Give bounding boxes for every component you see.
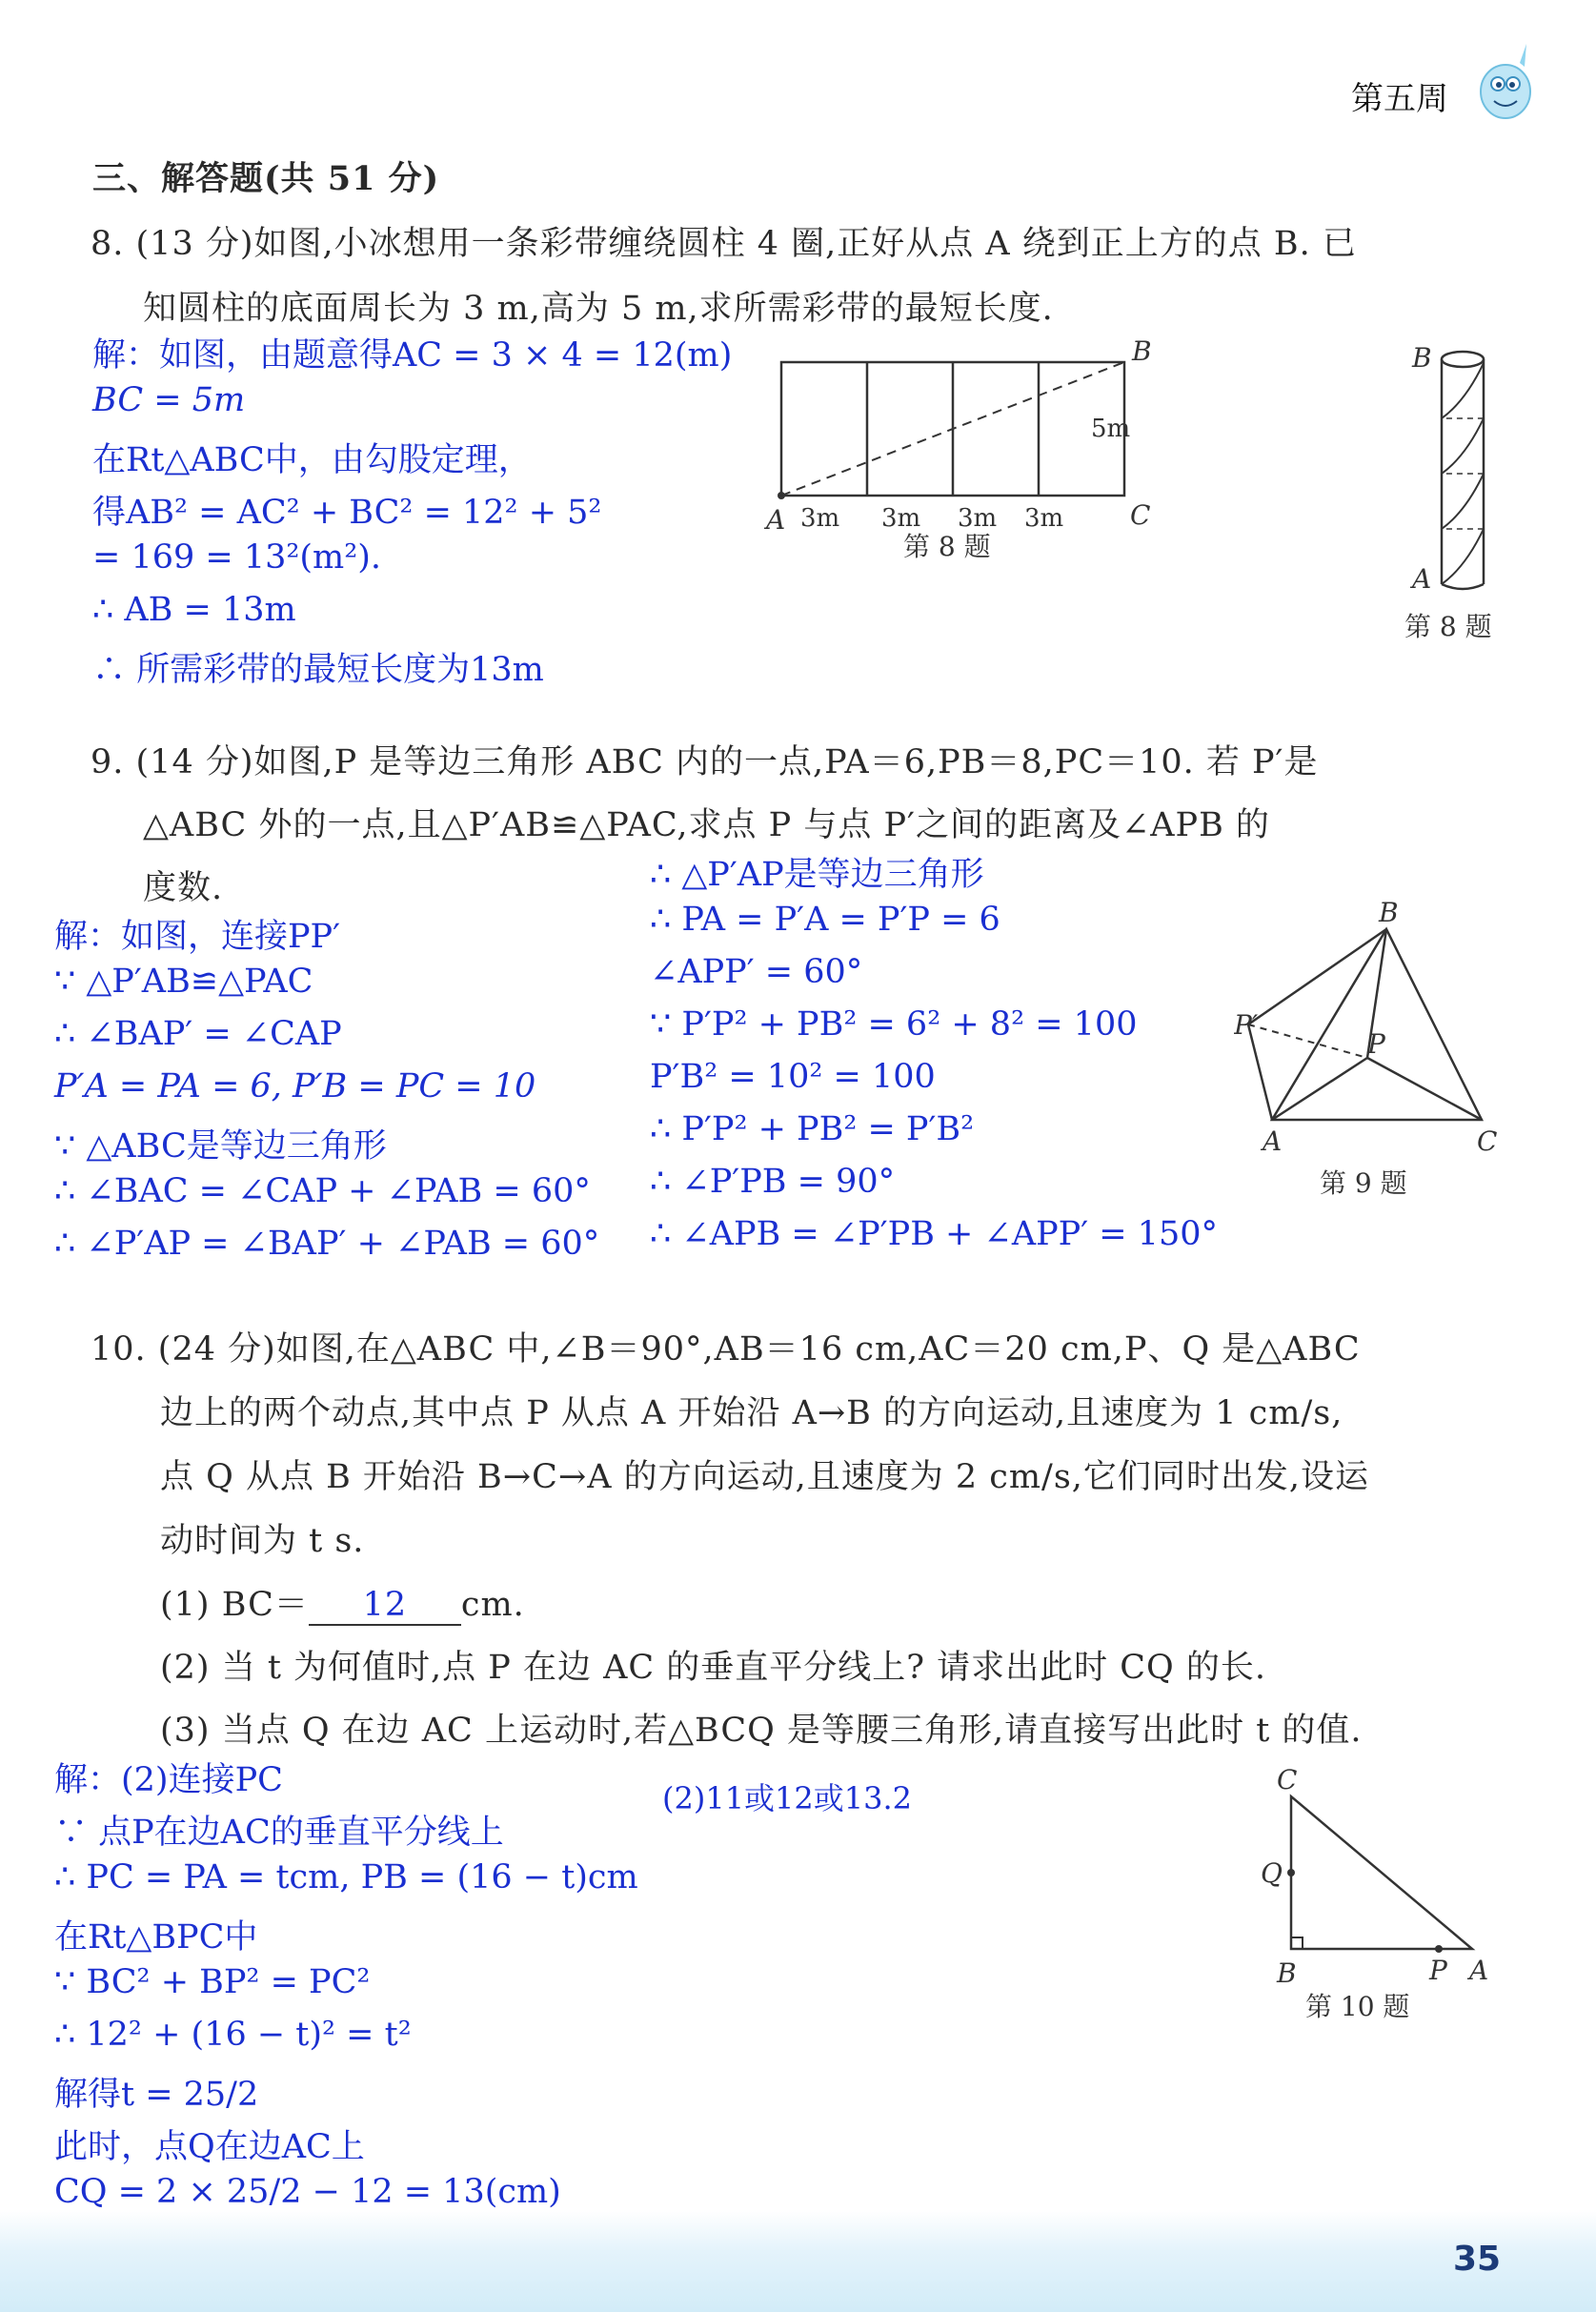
q9-solution-right: P′B² = 10² = 100 — [650, 1058, 936, 1096]
q10-text-line2: 边上的两个动点,其中点 P 从点 A 开始沿 A→B 的方向运动,且速度为 1 cm/s, — [160, 1394, 1343, 1432]
q10-fig-caption: 第 10 题 — [1305, 1991, 1410, 2022]
q10-solution-line: ∵ BC² + BP² = PC² — [54, 1963, 371, 2001]
q10-solution-line: ∵ 点P在边AC的垂直平分线上 — [54, 1814, 504, 1852]
q10-solution-line: ∴ PC = PA = tcm, PB = (16 − t)cm — [54, 1858, 638, 1896]
q8-fig1-label-w: 3m — [958, 504, 998, 533]
q8-figure-cylinder — [1391, 338, 1525, 653]
q8-fig1-label-B: B — [1132, 335, 1152, 367]
q9-solution-right: ∴ P′P² + PB² = P′B² — [650, 1110, 975, 1148]
q10-solution-line: 此时，点Q在边AC上 — [54, 2128, 365, 2166]
q10-solution-line: 解：(2)连接PC — [54, 1761, 283, 1799]
q8-fig1-label-C: C — [1130, 499, 1151, 531]
q9-solution-left: ∴ ∠P′AP = ∠BAP′ + ∠PAB = 60° — [54, 1225, 600, 1263]
page-number: 35 — [1453, 2240, 1502, 2279]
q9-fig-label-B: B — [1379, 901, 1399, 928]
q10-part1-answer: 12 — [309, 1586, 461, 1626]
q8-fig1-label-h: 5m — [1091, 415, 1131, 443]
q9-fig-label-P: P — [1367, 1028, 1385, 1060]
footer-band — [0, 2211, 1596, 2312]
q8-fig1-label-w: 3m — [881, 504, 921, 533]
q9-text-line3: 度数. — [143, 869, 224, 907]
q10-fig-label-B: B — [1277, 1957, 1297, 1989]
q9-solution-right: ∵ P′P² + PB² = 6² + 8² = 100 — [650, 1005, 1138, 1044]
q9-text-line1: 9. (14 分)如图,P 是等边三角形 ABC 内的一点,PA＝6,PB＝8,PC＝10. 若 P′是 — [91, 743, 1319, 781]
mascot-icon — [1467, 34, 1544, 130]
q8-solution-line: 得AB² = AC² + BC² = 12² + 5² — [92, 494, 602, 532]
q10-fig-label-Q: Q — [1261, 1857, 1283, 1889]
q10-text-line3: 点 Q 从点 B 开始沿 B→C→A 的方向运动,且速度为 2 cm/s,它们同时出发,设运 — [160, 1458, 1370, 1496]
q8-fig2-label-A: A — [1412, 563, 1432, 595]
week-label: 第五周 — [1351, 80, 1448, 118]
q10-text-line4: 动时间为 t s. — [160, 1522, 365, 1560]
q10-solution-line: CQ = 2 × 25/2 − 12 = 13(cm) — [54, 2173, 561, 2211]
q8-text-line2: 知圆柱的底面周长为 3 m,高为 5 m,求所需彩带的最短长度. — [143, 290, 1054, 328]
q10-solution-line: ∴ 12² + (16 − t)² = t² — [54, 2016, 412, 2054]
q10-part3: (3) 当点 Q 在边 AC 上运动时,若△BCQ 是等腰三角形,请直接写出此时 t 的值. — [160, 1712, 1363, 1750]
q9-figure — [1234, 901, 1510, 1206]
q8-solution-line: 在Rt△ABC中，由勾股定理， — [92, 441, 532, 479]
q10-fig-label-C: C — [1277, 1768, 1298, 1795]
q8-solution-line: ∴ AB = 13m — [92, 591, 296, 629]
q9-solution-right: ∴ △P′AP是等边三角形 — [650, 856, 984, 894]
q8-fig1-label-w: 3m — [1024, 504, 1064, 533]
q10-part1-suffix: cm. — [460, 1586, 525, 1624]
q9-solution-left: ∵ △ABC是等边三角形 — [54, 1127, 387, 1166]
q10-part3-answer: (2)11或12或13.2 — [662, 1780, 913, 1816]
q10-fig-label-A: A — [1469, 1955, 1489, 1986]
q8-fig1-caption: 第 8 题 — [903, 531, 991, 562]
q9-solution-left: ∴ ∠BAC = ∠CAP + ∠PAB = 60° — [54, 1172, 591, 1210]
q9-solution-left: ∴ ∠BAP′ = ∠CAP — [54, 1015, 342, 1053]
section-title: 三、解答题(共 51 分) — [92, 159, 440, 198]
q9-solution-left: P′A = PA = 6, P′B = PC = 10 — [54, 1067, 536, 1105]
q10-part1 — [160, 1578, 525, 1626]
q9-solution-right: ∴ ∠APB = ∠P′PB + ∠APP′ = 150° — [650, 1215, 1219, 1253]
q9-text-line2: △ABC 外的一点,且△P′AB≌△PAC,求点 P 与点 P′之间的距离及∠APB 的 — [143, 806, 1270, 844]
q8-fig1-label-w: 3m — [800, 504, 840, 533]
q10-figure — [1258, 1768, 1515, 2030]
q8-solution-line: BC = 5m — [92, 381, 246, 419]
q9-solution-right: ∴ PA = P′A = P′P = 6 — [650, 901, 1000, 939]
q8-solution-line: 解：如图，由题意得AC = 3 × 4 = 12(m) — [92, 336, 733, 375]
q9-solution-left: ∵ △P′AB≌△PAC — [54, 963, 313, 1001]
q9-fig-label-C: C — [1477, 1126, 1498, 1157]
q9-fig-caption: 第 9 题 — [1320, 1167, 1407, 1199]
q8-fig2-label-B: B — [1412, 342, 1432, 374]
q9-fig-label-P1: P′ — [1234, 1009, 1259, 1041]
q10-solution-line: 解得t = 25/2 — [54, 2076, 259, 2114]
q10-fig-label-P: P — [1429, 1955, 1447, 1986]
q8-text-line1: 8. (13 分)如图,小冰想用一条彩带缠绕圆柱 4 圈,正好从点 A 绕到正上方的点 B. 已 — [91, 225, 1357, 263]
q9-solution-left: 解：如图，连接PP′ — [54, 918, 341, 956]
q10-part1-prefix: (1) BC＝ — [160, 1586, 309, 1624]
q8-figure-unrolled — [762, 334, 1162, 562]
q10-text-line1: 10. (24 分)如图,在△ABC 中,∠B＝90°,AB＝16 cm,AC＝20 cm,P、Q 是△ABC — [91, 1330, 1361, 1369]
q8-solution-line: ∴ 所需彩带的最短长度为13m — [92, 651, 544, 689]
q10-solution-line: 在Rt△BPC中 — [54, 1918, 258, 1957]
q10-part2: (2) 当 t 为何值时,点 P 在边 AC 的垂直平分线上? 请求出此时 CQ 的长. — [160, 1649, 1266, 1687]
q9-solution-right: ∠APP′ = 60° — [650, 953, 863, 991]
q8-solution-line: = 169 = 13²(m²). — [92, 538, 382, 577]
q9-fig-label-A: A — [1263, 1126, 1283, 1157]
q8-fig1-label-A: A — [766, 504, 786, 536]
q8-fig2-caption: 第 8 题 — [1404, 611, 1492, 642]
q9-solution-right: ∴ ∠P′PB = 90° — [650, 1163, 896, 1201]
